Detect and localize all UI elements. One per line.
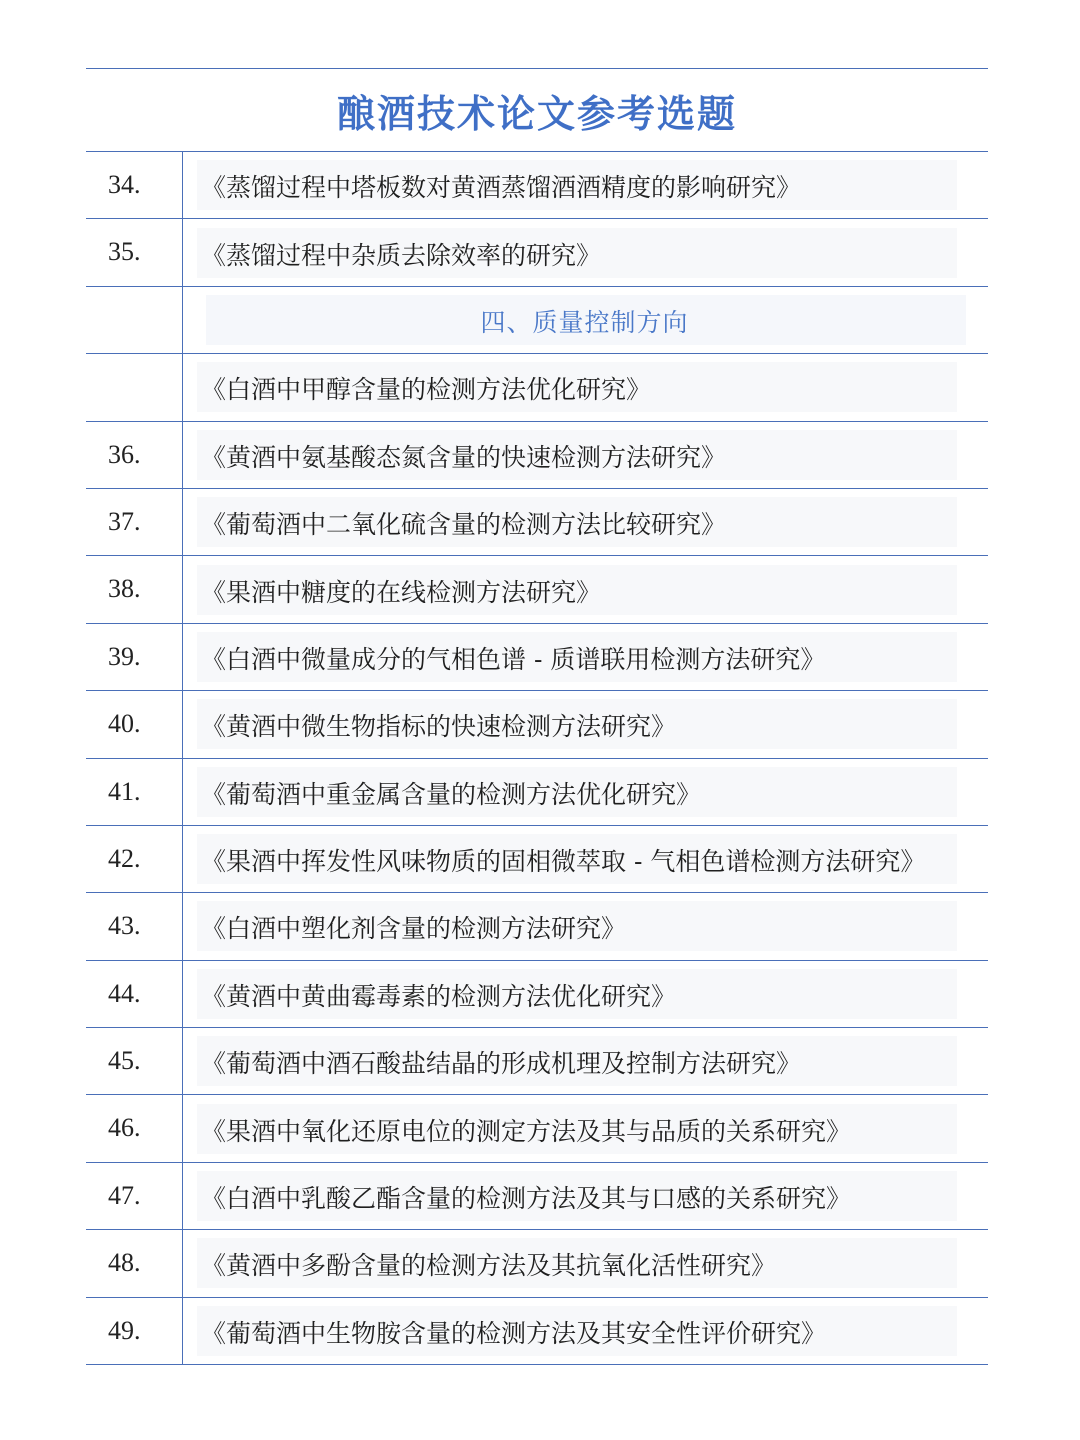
topic-title: 《葡萄酒中二氧化硫含量的检测方法比较研究》 [197,497,957,547]
topic-cell [183,354,988,420]
table-row [86,489,988,556]
topic-cell [183,759,988,825]
topic-title: 《蒸馏过程中杂质去除效率的研究》 [197,228,957,278]
row-number: 44. [86,961,183,1027]
topic-title: 《白酒中微量成分的气相色谱 - 质谱联用检测方法研究》 [197,632,957,682]
topic-cell [183,1163,988,1229]
topic-cell [183,624,988,690]
page-title: 酿酒技术论文参考选题 [336,90,737,136]
row-number: 40. [86,691,183,757]
topic-cell [183,1298,988,1364]
table-row [86,1095,988,1162]
topic-title: 《果酒中氧化还原电位的测定方法及其与品质的关系研究》 [197,1104,957,1154]
row-number: 42. [86,826,183,892]
row-number: 47. [86,1163,183,1229]
topic-title: 《黄酒中氨基酸态氮含量的快速检测方法研究》 [197,430,957,480]
table-row [86,422,988,489]
topic-cell [183,893,988,959]
row-number: 36. [86,422,183,488]
topic-cell [183,489,988,555]
table-row [86,893,988,960]
topic-title: 《白酒中甲醇含量的检测方法优化研究》 [197,362,957,412]
row-number: 41. [86,759,183,825]
topic-title: 《葡萄酒中生物胺含量的检测方法及其安全性评价研究》 [197,1306,957,1356]
table-row [86,691,988,758]
row-number: 34. [86,152,183,218]
section-title: 四、质量控制方向 [206,295,966,345]
topic-title: 《白酒中塑化剂含量的检测方法研究》 [197,901,957,951]
topic-title: 《果酒中糖度的在线检测方法研究》 [197,565,957,615]
topic-title: 《果酒中挥发性风味物质的固相微萃取 - 气相色谱检测方法研究》 [197,834,957,884]
topic-cell [183,152,988,218]
table-row [86,759,988,826]
topic-table [86,152,988,1365]
topic-title: 《黄酒中多酚含量的检测方法及其抗氧化活性研究》 [197,1238,957,1288]
topic-title: 《黄酒中黄曲霉毒素的检测方法优化研究》 [197,969,957,1019]
topic-cell [183,556,988,622]
topic-cell [183,1028,988,1094]
topic-cell [183,219,988,285]
topic-cell [183,691,988,757]
table-row [86,624,988,691]
topic-title: 《葡萄酒中重金属含量的检测方法优化研究》 [197,767,957,817]
row-number: 49. [86,1298,183,1364]
title-row [86,68,988,152]
topic-title: 《白酒中乳酸乙酯含量的检测方法及其与口感的关系研究》 [197,1171,957,1221]
table-row [86,1163,988,1230]
topic-sheet [86,68,988,1365]
row-number: 45. [86,1028,183,1094]
table-row [86,354,988,421]
topic-cell [183,1230,988,1296]
row-number: 35. [86,219,183,285]
topic-cell [183,826,988,892]
table-row [86,826,988,893]
table-row [86,1230,988,1297]
row-number: 48. [86,1230,183,1296]
row-number: 43. [86,893,183,959]
row-number [86,354,183,420]
table-row [86,219,988,286]
table-row [86,961,988,1028]
topic-cell [183,422,988,488]
row-number: 46. [86,1095,183,1161]
row-number: 38. [86,556,183,622]
topic-cell [183,287,988,353]
topic-cell [183,1095,988,1161]
table-row [86,1298,988,1365]
section-header-row [86,287,988,354]
table-row [86,152,988,219]
topic-title: 《蒸馏过程中塔板数对黄酒蒸馏酒酒精度的影响研究》 [197,160,957,210]
row-number: 39. [86,624,183,690]
topic-cell [183,961,988,1027]
row-number: 37. [86,489,183,555]
topic-title: 《黄酒中微生物指标的快速检测方法研究》 [197,699,957,749]
topic-title: 《葡萄酒中酒石酸盐结晶的形成机理及控制方法研究》 [197,1036,957,1086]
table-row [86,1028,988,1095]
row-number [86,287,183,353]
table-row [86,556,988,623]
